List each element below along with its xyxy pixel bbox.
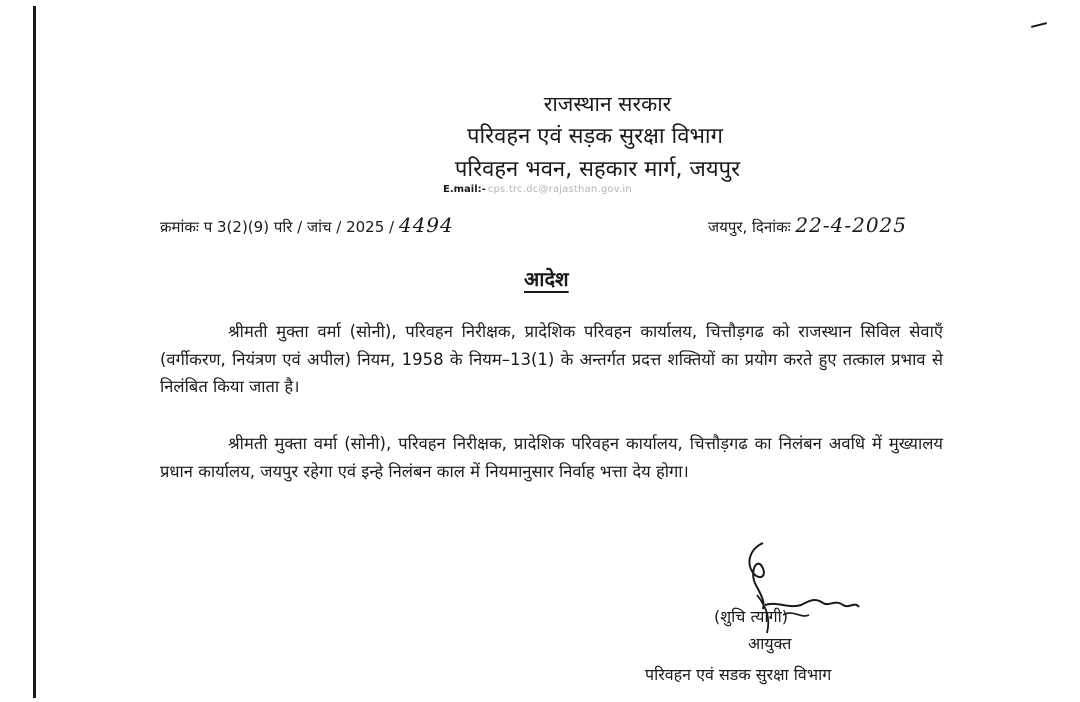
reference-code: प 3(2)(9) परि / जांच / 2025 /: [203, 218, 395, 236]
reference-number: [160, 213, 454, 237]
signatory-department: परिवहन एवं सडक सुरक्षा विभाग: [645, 665, 832, 684]
order-paragraph-1: [160, 318, 943, 401]
handwritten-signature: [705, 535, 885, 645]
order-paragraph-2: [160, 430, 943, 485]
signatory-name: (शुचि त्यागी): [714, 607, 788, 626]
date-handwritten-value: 22-4-2025: [795, 213, 908, 237]
corner-pen-mark: [1031, 22, 1047, 28]
paragraph-2-text: श्रीमती मुक्ता वर्मा (सोनी), परिवहन निरीक्षक, प्रादेशिक परिवहन कार्यालय, चित्तौड़गढ का निलंबन अवधि में मुख्यालय प्रधान कार्यालय, जयपुर रहेगा एवं इन्हे निलंबन काल में नियमानुसार निर्वाह भत्ता देय होगा।: [160, 434, 943, 481]
reference-label: क्रमांकः: [160, 218, 199, 236]
order-title: आदेश: [524, 267, 569, 291]
signatory-designation: आयुक्त: [748, 634, 792, 653]
header-department: परिवहन एवं सड़क सुरक्षा विभाग: [466, 124, 724, 149]
header-email: [443, 184, 632, 195]
reference-handwritten-number: 4494: [398, 213, 454, 237]
date-label: जयपुर, दिनांकः: [708, 218, 791, 236]
email-value: cps.trc.dc@rajasthan.gov.in: [487, 184, 632, 195]
header-address: परिवहन भवन, सहकार मार्ग, जयपुर: [454, 157, 741, 182]
email-label: E.mail:-: [443, 184, 486, 195]
order-date: [708, 213, 907, 237]
paragraph-1-text: श्रीमती मुक्ता वर्मा (सोनी), परिवहन निरीक्षक, प्रादेशिक परिवहन कार्यालय, चित्तौड़गढ को राजस्थान सिविल सेवाएँ (वर्गीकरण, नियंत्रण एवं अपील) नियम, 1958 के नियम–13(1) के अन्तर्गत प्रदत्त शक्तियों का प्रयोग करते हुए तत्काल प्रभाव से निलंबित किया जाता है।: [160, 322, 943, 396]
header-government: राजस्थान सरकार: [543, 92, 672, 116]
